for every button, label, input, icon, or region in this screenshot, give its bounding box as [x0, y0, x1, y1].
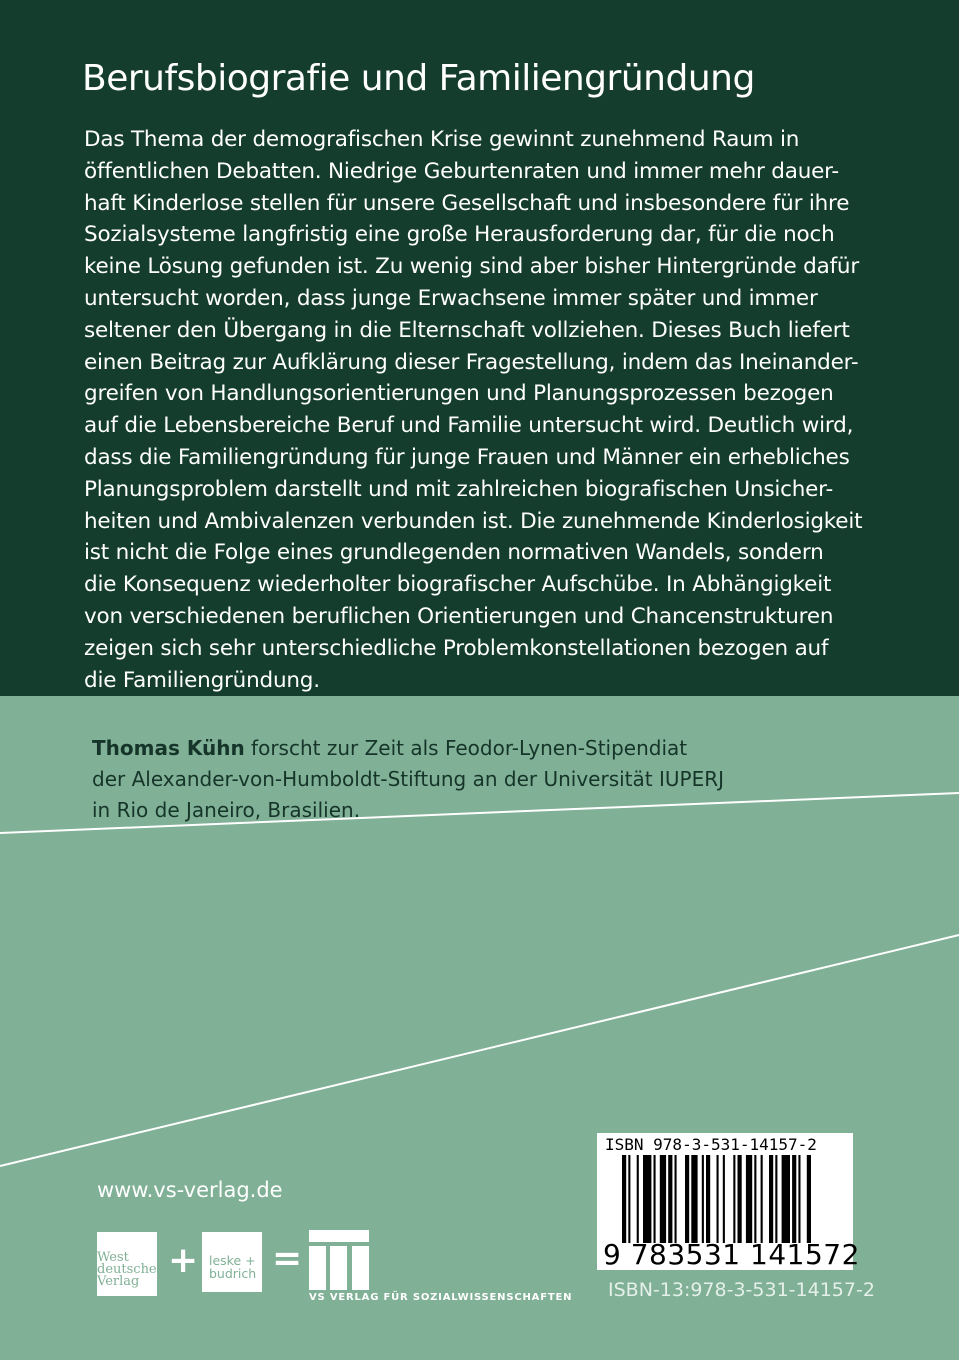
westdeutscher-verlag-logo: West deutscher Verlag: [97, 1232, 157, 1296]
isbn-13: ISBN-13:978-3-531-14157-2: [608, 1279, 875, 1301]
author-bio-line: forscht zur Zeit als Feodor-Lynen-Stipendiat: [244, 736, 688, 760]
author-bio-line: in Rio de Janeiro, Brasilien.: [92, 798, 361, 822]
author-name: Thomas Kühn: [92, 736, 245, 760]
blurb-line: Planungsproblem darstellt und mit zahlreichen biografischen Unsicher-: [84, 476, 833, 502]
blurb-line: heiten und Ambivalenzen verbunden ist. Die zunehmende Kinderlosigkeit: [84, 508, 863, 534]
isbn-barcode: [597, 1133, 860, 1271]
blurb-line: seltener den Übergang in die Elternschaft vollziehen. Dieses Buch liefert: [84, 317, 850, 343]
blurb-line: die Konsequenz wiederholter biografischer Aufschübe. In Abhängigkeit: [84, 572, 832, 598]
blurb-line: ist nicht die Folge eines grundlegenden normativen Wandels, sondern: [84, 540, 824, 566]
blurb-line: auf die Lebensbereiche Beruf und Familie untersucht wird. Deutlich wird,: [84, 413, 854, 439]
blurb-line: greifen von Handlungsorientierungen und Planungsprozessen bezogen: [84, 381, 834, 407]
plus-sign: +: [168, 1240, 199, 1281]
blurb-line: von verschiedenen beruflichen Orientierungen und Chancenstrukturen: [84, 603, 834, 629]
blurb-line: untersucht worden, dass junge Erwachsene immer später und immer: [84, 285, 818, 311]
publisher-logos: [97, 1230, 573, 1310]
blurb-line: haft Kinderlose stellen für unsere Gesellschaft und insbesondere für ihre: [84, 190, 850, 216]
blurb-line: keine Lösung gefunden ist. Zu wenig sind aber bisher Hintergründe dafür: [84, 254, 860, 280]
publisher-url[interactable]: www.vs-verlag.de: [97, 1178, 283, 1202]
author-bio-line: der Alexander-von-Humboldt-Stiftung an der Universität IUPERJ: [92, 767, 725, 791]
blurb-line: die Familiengründung.: [84, 667, 320, 693]
leske-budrich-logo: leske + budrich: [202, 1232, 262, 1292]
blurb-line: zeigen sich sehr unterschiedliche Problemkonstellationen bezogen auf: [84, 635, 829, 661]
blurb-line: dass die Familiengründung für junge Frauen und Männer ein erhebliches: [84, 444, 850, 470]
equals-sign: =: [272, 1238, 303, 1279]
blurb-line: öffentlichen Debatten. Niedrige Geburtenraten und immer mehr dauer-: [84, 158, 839, 184]
book-title: Berufsbiografie und Familiengründung: [82, 58, 755, 99]
vs-verlag-logo-icon: [309, 1230, 369, 1290]
blurb-line: einen Beitrag zur Aufklärung dieser Fragestellung, indem das Ineinander-: [84, 349, 859, 375]
author-bio: [92, 733, 724, 826]
barcode-digits: 9 783531 141572: [603, 1238, 860, 1271]
blurb-line: Das Thema der demografischen Krise gewinnt zunehmend Raum in: [84, 127, 800, 152]
barcode-isbn: ISBN 978-3-531-14157-2: [605, 1135, 817, 1154]
barcode-bars-icon: [622, 1155, 837, 1243]
blurb-line: Sozialsysteme langfristig eine große Herausforderung dar, für die noch: [84, 222, 835, 248]
vs-verlag-name: VS VERLAG FÜR SOZIALWISSENSCHAFTEN: [309, 1292, 573, 1303]
decorative-line: [0, 935, 959, 1166]
